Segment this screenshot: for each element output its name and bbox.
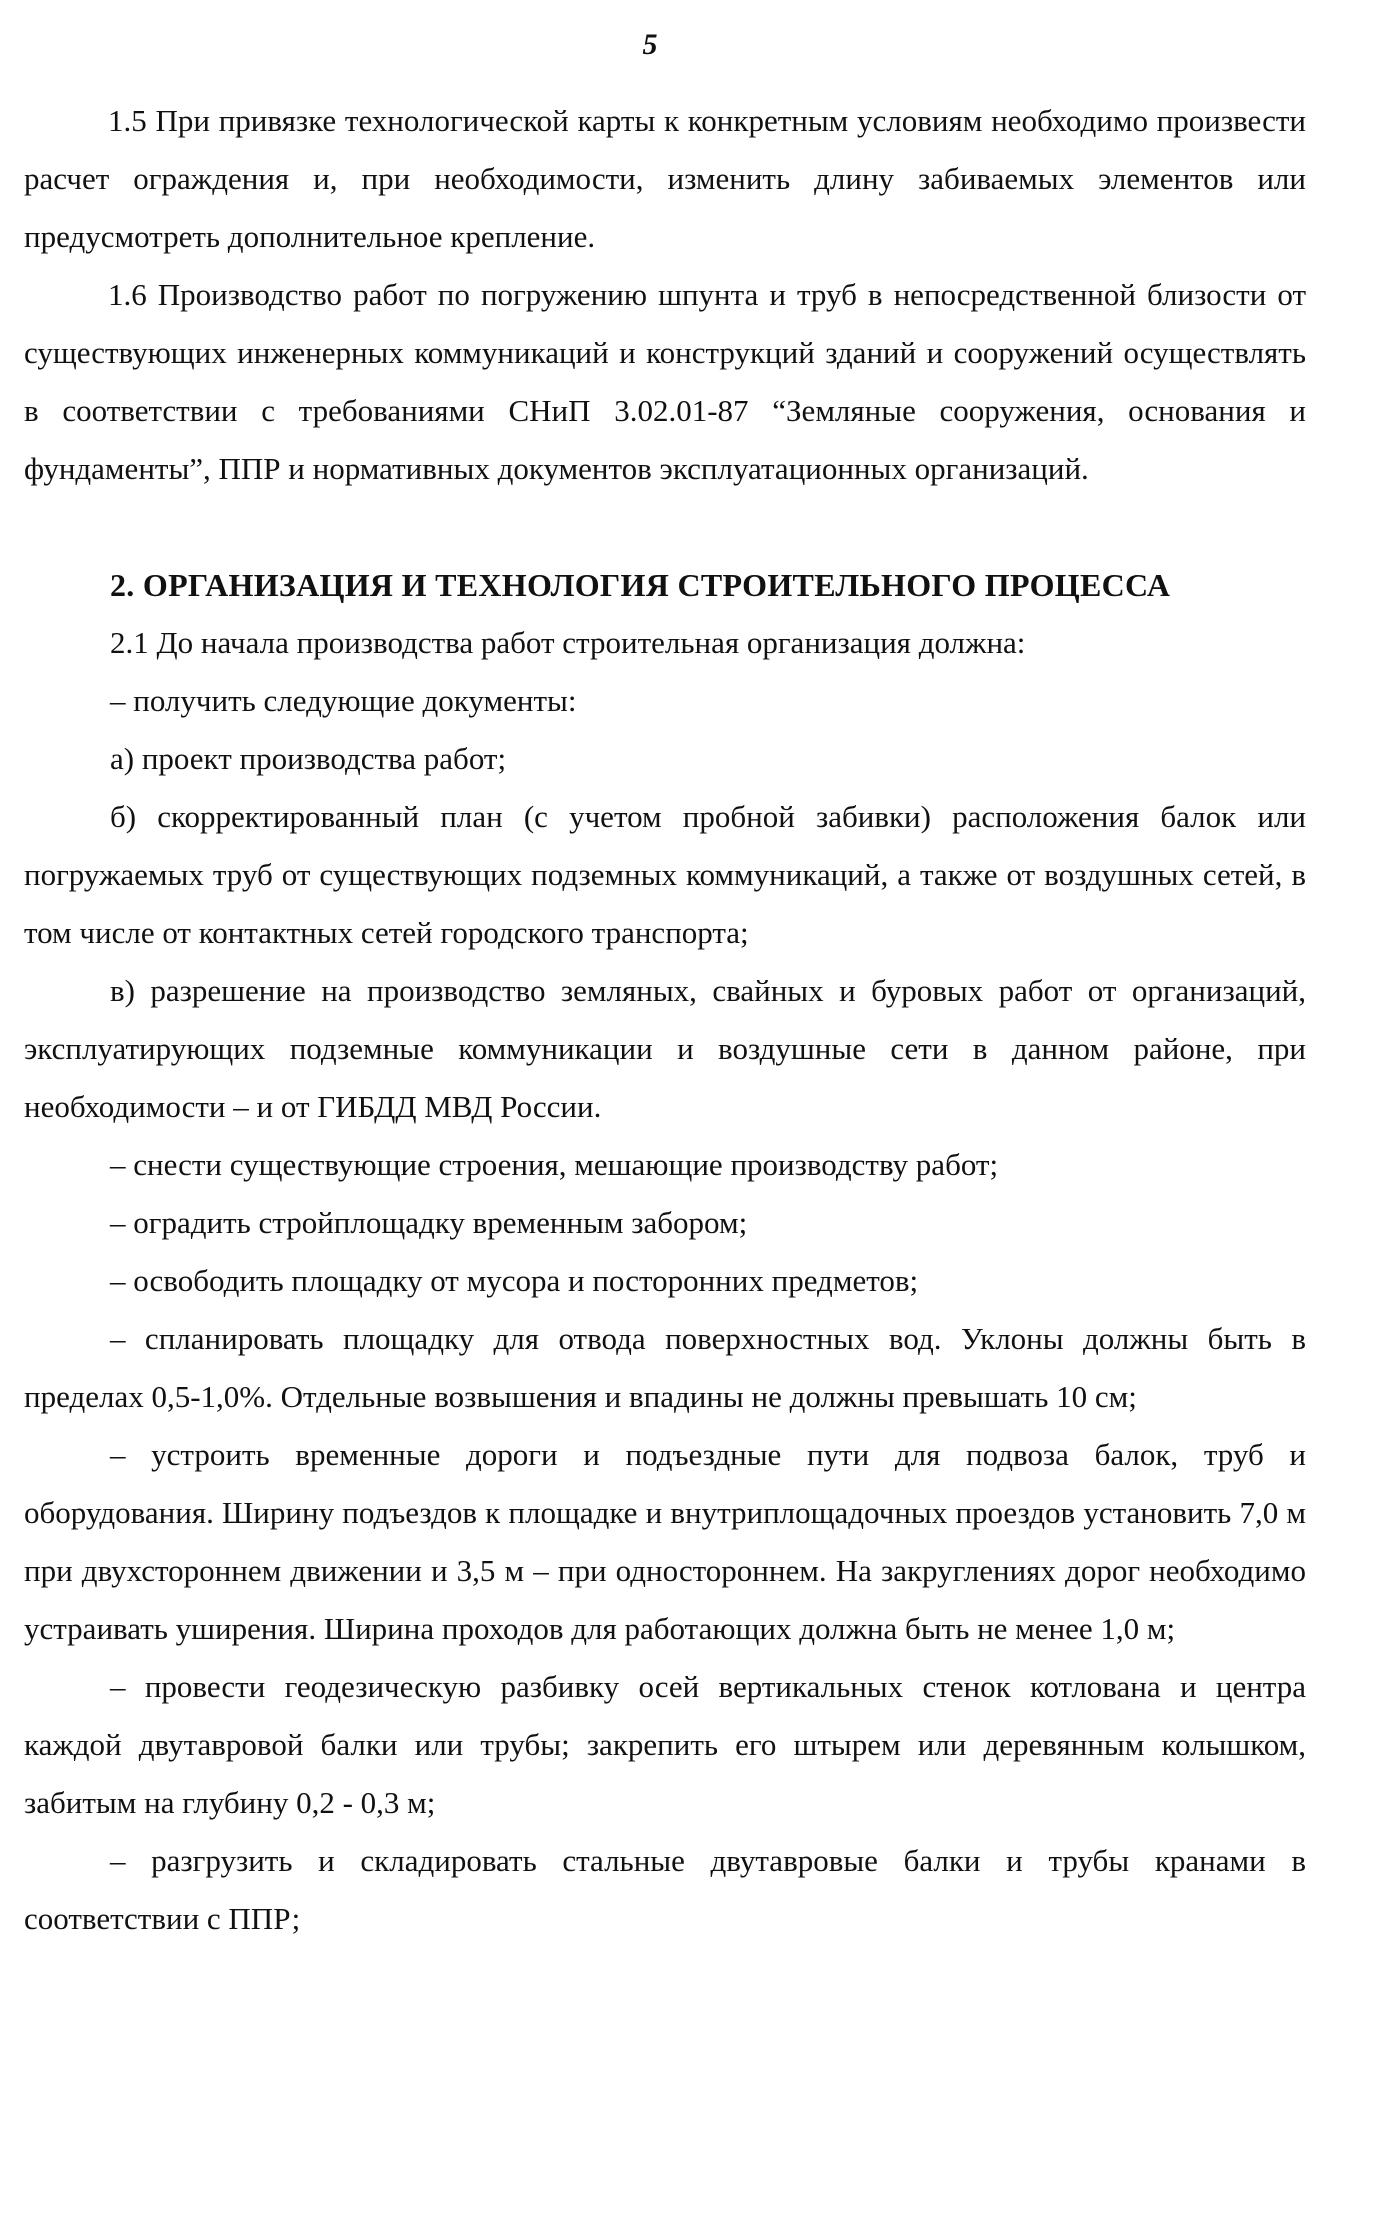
list-item: – снести существующие строения, мешающие производству работ; xyxy=(110,1147,999,1182)
list-item: а) проект производства работ; xyxy=(110,741,507,776)
section-heading: 2. ОРГАНИЗАЦИЯ И ТЕХНОЛОГИЯ СТРОИТЕЛЬНОГО ПРОЦЕССА xyxy=(110,567,1171,603)
list-item: – разгрузить и складировать стальные двутавровые балки и трубы кранами в соответствии с ППР; xyxy=(24,1843,1306,1936)
document-body xyxy=(24,92,1306,1948)
list-item: – освободить площадку от мусора и посторонних предметов; xyxy=(110,1263,919,1298)
paragraph-1-6: 1.6 Производство работ по погружению шпунта и труб в непосредственной близости от существующих инженерных коммуникаций и конструкций зданий и сооружений осуществлять в соответствии с требованиями СНиП 3.02.01-87 “Земляные сооружения, основания и фундаменты”, ППР и нормативных документов эксплуатационных организаций. xyxy=(24,277,1306,486)
paragraph-2-1: 2.1 До начала производства работ строительная организация должна: xyxy=(110,625,1026,660)
list-item: – провести геодезическую разбивку осей вертикальных стенок котлована и центра каждой двутавровой балки или трубы; закрепить его штырем или деревянным колышком, забитым на глубину 0,2 - 0,3 м; xyxy=(24,1669,1306,1820)
list-item: – получить следующие документы: xyxy=(110,683,577,718)
list-item: в) разрешение на производство земляных, свайных и буровых работ от организаций, эксплуатирующих подземные коммуникации и воздушные сети в данном районе, при необходимости – и от ГИБДД МВД России. xyxy=(24,973,1306,1124)
page-number: 5 xyxy=(642,28,658,61)
list-item: – спланировать площадку для отвода поверхностных вод. Уклоны должны быть в пределах 0,5-1,0%. Отдельные возвышения и впадины не должны превышать 10 см; xyxy=(24,1321,1306,1414)
paragraph-1-5: 1.5 При привязке технологической карты к конкретным условиям необходимо произвести расчет ограждения и, при необходимости, изменить длину забиваемых элементов или предусмотреть дополнительное крепление. xyxy=(24,103,1306,254)
list-item: – устроить временные дороги и подъездные пути для подвоза балок, труб и оборудования. Ширину подъездов к площадке и внутриплощадочных проездов установить 7,0 м при двухстороннем движении и 3,5 м – при одностороннем. На закруглениях дорог необходимо устраивать уширения. Ширина проходов для работающих должна быть не менее 1,0 м; xyxy=(24,1437,1306,1646)
list-item: – оградить стройплощадку временным забором; xyxy=(110,1205,748,1240)
list-item: б) скорректированный план (с учетом пробной забивки) расположения балок или погружаемых труб от существующих подземных коммуникаций, а также от воздушных сетей, в том числе от контактных сетей городского транспорта; xyxy=(24,799,1306,950)
